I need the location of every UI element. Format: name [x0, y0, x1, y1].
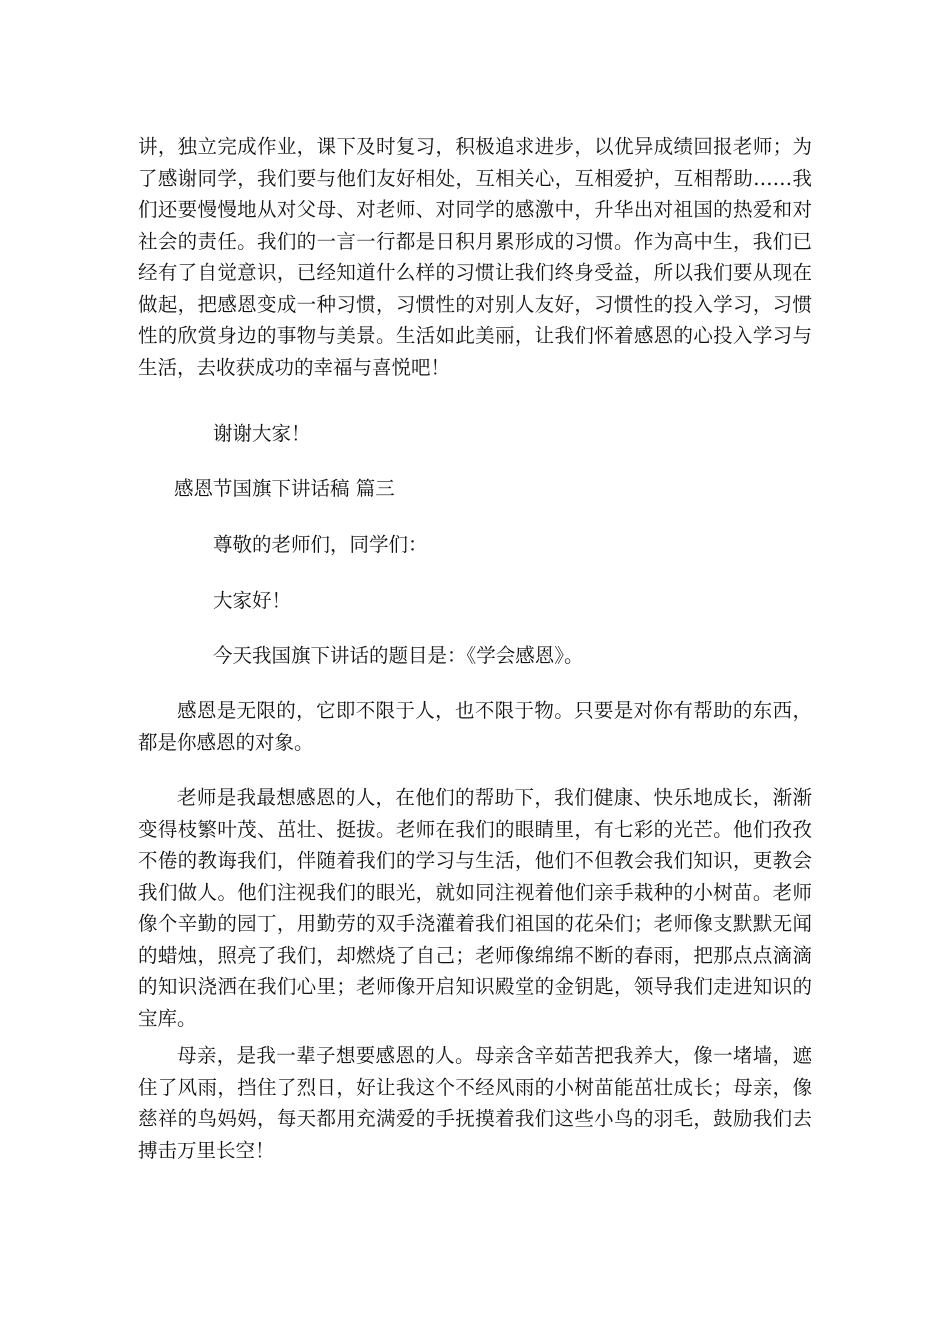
section-title: 感恩节国旗下讲话稿 篇三 [174, 477, 395, 500]
body-paragraph-mother: 母亲，是我一辈子想要感恩的人。母亲含辛茹苦把我养大，像一堵墙，遮住了风雨，挡住了烈日，好让我这个不经风雨的小树苗能茁壮成长；母亲，像慈祥的鸟妈妈，每天都用充满爱的手抚摸着我们这些小鸟的羽毛，鼓励我们去搏击万里长空！ [138, 1044, 812, 1162]
body-paragraph-teachers: 老师是我最想感恩的人，在他们的帮助下，我们健康、快乐地成长，渐渐变得枝繁叶茂、茁壮、挺拔。老师在我们的眼睛里，有七彩的光芒。他们孜孜不倦的教诲我们，伴随着我们的学习与生活，他们不但教会我们知识，更教会我们做人。他们注视我们的眼光，就如同注视着他们亲手栽种的小树苗。老师像个辛勤的园丁，用勤劳的双手浇灌着我们祖国的花朵们；老师像支默默无闻的蜡烛，照亮了我们，却燃烧了自己；老师像绵绵不断的春雨，把那点点滴滴的知识浇洒在我们心里；老师像开启知识殿堂的金钥匙，领导我们走进知识的宝库。 [138, 786, 812, 1030]
greeting: 大家好！ [213, 589, 292, 612]
salutation: 尊敬的老师们，同学们： [213, 533, 428, 556]
speech-topic: 今天我国旗下讲话的题目是：《学会感恩》。 [213, 644, 584, 667]
body-paragraph-gratitude: 感恩是无限的，它即不限于人，也不限于物。只要是对你有帮助的东西，都是你感恩的对象。 [138, 699, 812, 754]
body-paragraph-continuation: 讲，独立完成作业，课下及时复习，积极追求进步，以优异成绩回报老师；为了感谢同学，我们要与他们友好相处，互相关心，互相爱护，互相帮助……我们还要慢慢地从对父母、对老师、对同学的感激中，升华出对祖国的热爱和对社会的责任。我们的一言一行都是日积月累形成的习惯。作为高中生，我们已经有了自觉意识，已经知道什么样的习惯让我们终身受益，所以我们要从现在做起，把感恩变成一种习惯，习惯性的对别人友好，习惯性的投入学习，习惯性的欣赏身边的事物与美景。生活如此美丽，让我们怀着感恩的心投入学习与生活，去收获成功的幸福与喜悦吧！ [138, 135, 812, 379]
closing-thanks: 谢谢大家！ [213, 422, 311, 445]
